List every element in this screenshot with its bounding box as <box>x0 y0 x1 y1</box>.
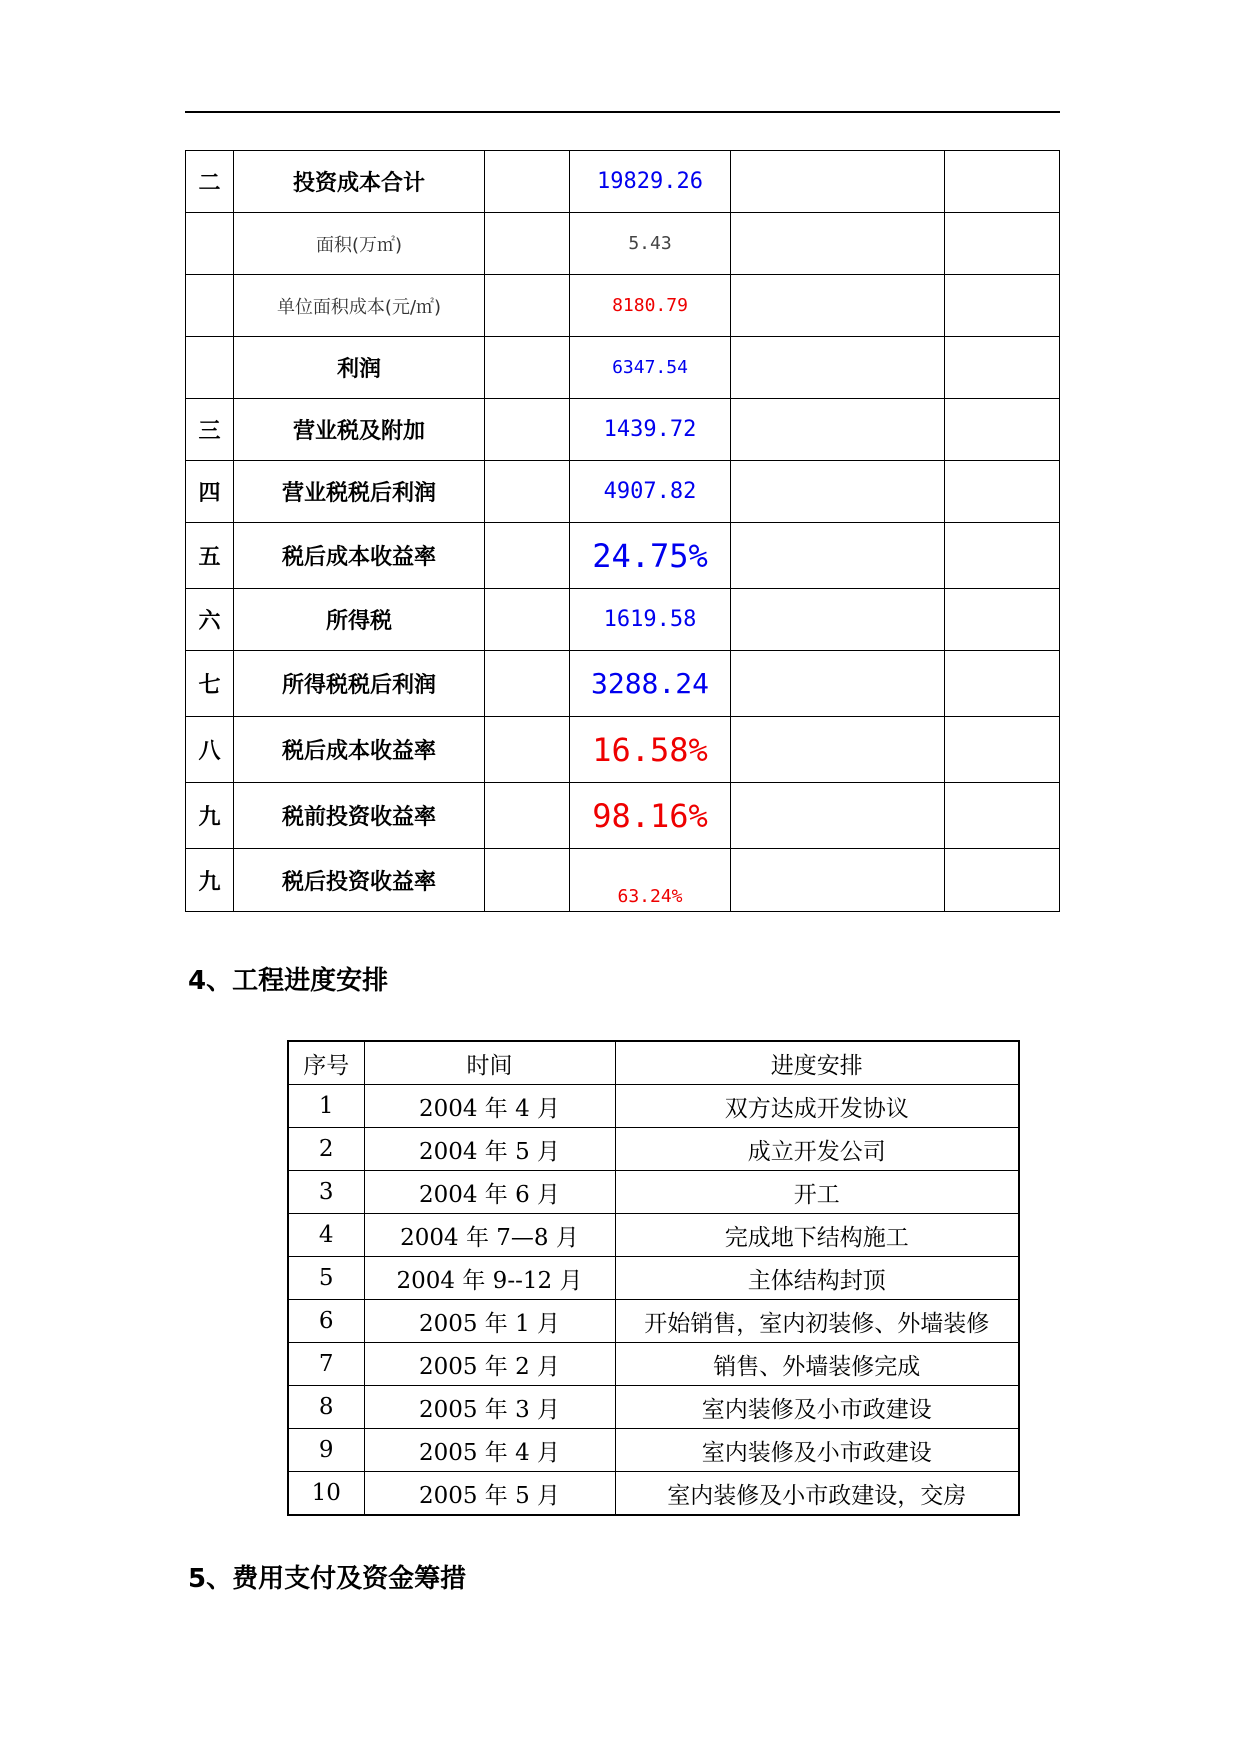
empty-cell <box>485 461 570 523</box>
table-row <box>186 589 1060 651</box>
empty-cell <box>485 651 570 717</box>
cell-task: 双方达成开发协议 <box>615 1085 1019 1128</box>
cell-date: 2004 年 6 月 <box>364 1171 615 1214</box>
cell-task: 室内装修及小市政建设 <box>615 1386 1019 1429</box>
empty-cell <box>485 399 570 461</box>
empty-cell <box>485 213 570 275</box>
row-label: 税后投资收益率 <box>234 849 485 912</box>
cell-index: 3 <box>288 1171 364 1214</box>
table-row <box>288 1128 1019 1171</box>
value-text: 4907.82 <box>603 479 697 504</box>
cell-index: 9 <box>288 1429 364 1472</box>
value-text: 63.24% <box>617 886 683 907</box>
empty-cell <box>945 849 1060 912</box>
row-number: 四 <box>186 461 234 523</box>
value-text: 19829.26 <box>597 169 703 194</box>
empty-cell <box>731 275 945 337</box>
value-text: 1439.72 <box>603 417 697 442</box>
row-number <box>186 213 234 275</box>
empty-cell <box>731 783 945 849</box>
row-value <box>570 523 731 589</box>
value-text: 5.43 <box>628 233 672 254</box>
table-row <box>186 717 1060 783</box>
empty-cell <box>731 337 945 399</box>
empty-cell <box>945 151 1060 213</box>
row-number: 八 <box>186 717 234 783</box>
column-header: 序号 <box>288 1041 364 1085</box>
empty-cell <box>945 523 1060 589</box>
cell-index: 10 <box>288 1472 364 1516</box>
table-row <box>186 399 1060 461</box>
section-heading-funding: 5、费用支付及资金筹措 <box>188 1564 467 1594</box>
cell-date: 2004 年 7—8 月 <box>364 1214 615 1257</box>
investment-summary-table <box>185 150 1060 912</box>
row-value <box>570 783 731 849</box>
row-number <box>186 275 234 337</box>
cell-date: 2005 年 3 月 <box>364 1386 615 1429</box>
row-value <box>570 461 731 523</box>
cell-date: 2005 年 1 月 <box>364 1300 615 1343</box>
empty-cell <box>731 461 945 523</box>
cell-date: 2005 年 5 月 <box>364 1472 615 1516</box>
empty-cell <box>485 151 570 213</box>
table-row <box>288 1171 1019 1214</box>
empty-cell <box>731 151 945 213</box>
row-label: 投资成本合计 <box>234 151 485 213</box>
empty-cell <box>945 589 1060 651</box>
row-number: 三 <box>186 399 234 461</box>
value-text: 8180.79 <box>612 295 688 316</box>
empty-cell <box>945 651 1060 717</box>
table-row <box>186 275 1060 337</box>
table-row <box>186 523 1060 589</box>
row-value <box>570 151 731 213</box>
row-label: 税后成本收益率 <box>234 523 485 589</box>
table-row <box>186 651 1060 717</box>
cell-task: 主体结构封顶 <box>615 1257 1019 1300</box>
row-value <box>570 337 731 399</box>
table-row <box>288 1343 1019 1386</box>
row-number: 二 <box>186 151 234 213</box>
table-row <box>288 1257 1019 1300</box>
row-value <box>570 589 731 651</box>
table-row <box>288 1386 1019 1429</box>
cell-task: 成立开发公司 <box>615 1128 1019 1171</box>
value-text: 98.16% <box>592 796 708 835</box>
table-row <box>186 783 1060 849</box>
empty-cell <box>485 337 570 399</box>
empty-cell <box>731 523 945 589</box>
row-number: 五 <box>186 523 234 589</box>
row-label: 单位面积成本(元/㎡) <box>234 275 485 337</box>
value-text: 16.58% <box>592 730 708 769</box>
row-number: 九 <box>186 783 234 849</box>
row-value <box>570 213 731 275</box>
row-label: 税后成本收益率 <box>234 717 485 783</box>
section-heading-schedule: 4、工程进度安排 <box>188 966 389 996</box>
cell-date: 2005 年 4 月 <box>364 1429 615 1472</box>
row-number <box>186 337 234 399</box>
value-text: 1619.58 <box>603 607 697 632</box>
table-row <box>288 1300 1019 1343</box>
row-label: 所得税 <box>234 589 485 651</box>
empty-cell <box>731 717 945 783</box>
cell-index: 8 <box>288 1386 364 1429</box>
cell-date: 2005 年 2 月 <box>364 1343 615 1386</box>
value-text: 24.75% <box>592 536 708 575</box>
empty-cell <box>485 523 570 589</box>
row-label: 税前投资收益率 <box>234 783 485 849</box>
cell-task: 室内装修及小市政建设 <box>615 1429 1019 1472</box>
column-header: 时间 <box>364 1041 615 1085</box>
cell-index: 6 <box>288 1300 364 1343</box>
row-value <box>570 399 731 461</box>
cell-date: 2004 年 4 月 <box>364 1085 615 1128</box>
empty-cell <box>945 399 1060 461</box>
row-label: 利润 <box>234 337 485 399</box>
empty-cell <box>731 849 945 912</box>
table-row <box>288 1429 1019 1472</box>
row-label: 营业税及附加 <box>234 399 485 461</box>
table-row <box>186 461 1060 523</box>
value-text: 6347.54 <box>612 357 688 378</box>
table-row <box>186 337 1060 399</box>
table-row <box>288 1472 1019 1516</box>
table-row <box>186 849 1060 912</box>
cell-task: 开始销售，室内初装修、外墙装修 <box>615 1300 1019 1343</box>
row-label: 营业税税后利润 <box>234 461 485 523</box>
row-value <box>570 651 731 717</box>
cell-index: 1 <box>288 1085 364 1128</box>
header-rule <box>185 111 1060 113</box>
empty-cell <box>731 651 945 717</box>
row-value <box>570 849 731 912</box>
empty-cell <box>485 783 570 849</box>
empty-cell <box>485 275 570 337</box>
row-value <box>570 717 731 783</box>
cell-index: 4 <box>288 1214 364 1257</box>
empty-cell <box>945 337 1060 399</box>
row-number: 六 <box>186 589 234 651</box>
empty-cell <box>485 589 570 651</box>
row-number: 七 <box>186 651 234 717</box>
table-row <box>186 213 1060 275</box>
empty-cell <box>485 717 570 783</box>
empty-cell <box>731 399 945 461</box>
table-header-row <box>288 1041 1019 1085</box>
table-row <box>288 1214 1019 1257</box>
cell-task: 完成地下结构施工 <box>615 1214 1019 1257</box>
cell-index: 2 <box>288 1128 364 1171</box>
value-text: 3288.24 <box>590 667 709 700</box>
row-value <box>570 275 731 337</box>
cell-index: 7 <box>288 1343 364 1386</box>
table-row <box>288 1085 1019 1128</box>
empty-cell <box>945 461 1060 523</box>
cell-date: 2004 年 9--12 月 <box>364 1257 615 1300</box>
empty-cell <box>945 783 1060 849</box>
empty-cell <box>945 717 1060 783</box>
schedule-table <box>287 1040 1020 1516</box>
cell-task: 开工 <box>615 1171 1019 1214</box>
row-label: 所得税税后利润 <box>234 651 485 717</box>
cell-task: 销售、外墙装修完成 <box>615 1343 1019 1386</box>
empty-cell <box>731 589 945 651</box>
empty-cell <box>731 213 945 275</box>
column-header: 进度安排 <box>615 1041 1019 1085</box>
empty-cell <box>485 849 570 912</box>
table-row <box>186 151 1060 213</box>
empty-cell <box>945 213 1060 275</box>
cell-date: 2004 年 5 月 <box>364 1128 615 1171</box>
row-label: 面积(万㎡) <box>234 213 485 275</box>
empty-cell <box>945 275 1060 337</box>
row-number: 九 <box>186 849 234 912</box>
cell-index: 5 <box>288 1257 364 1300</box>
cell-task: 室内装修及小市政建设，交房 <box>615 1472 1019 1516</box>
